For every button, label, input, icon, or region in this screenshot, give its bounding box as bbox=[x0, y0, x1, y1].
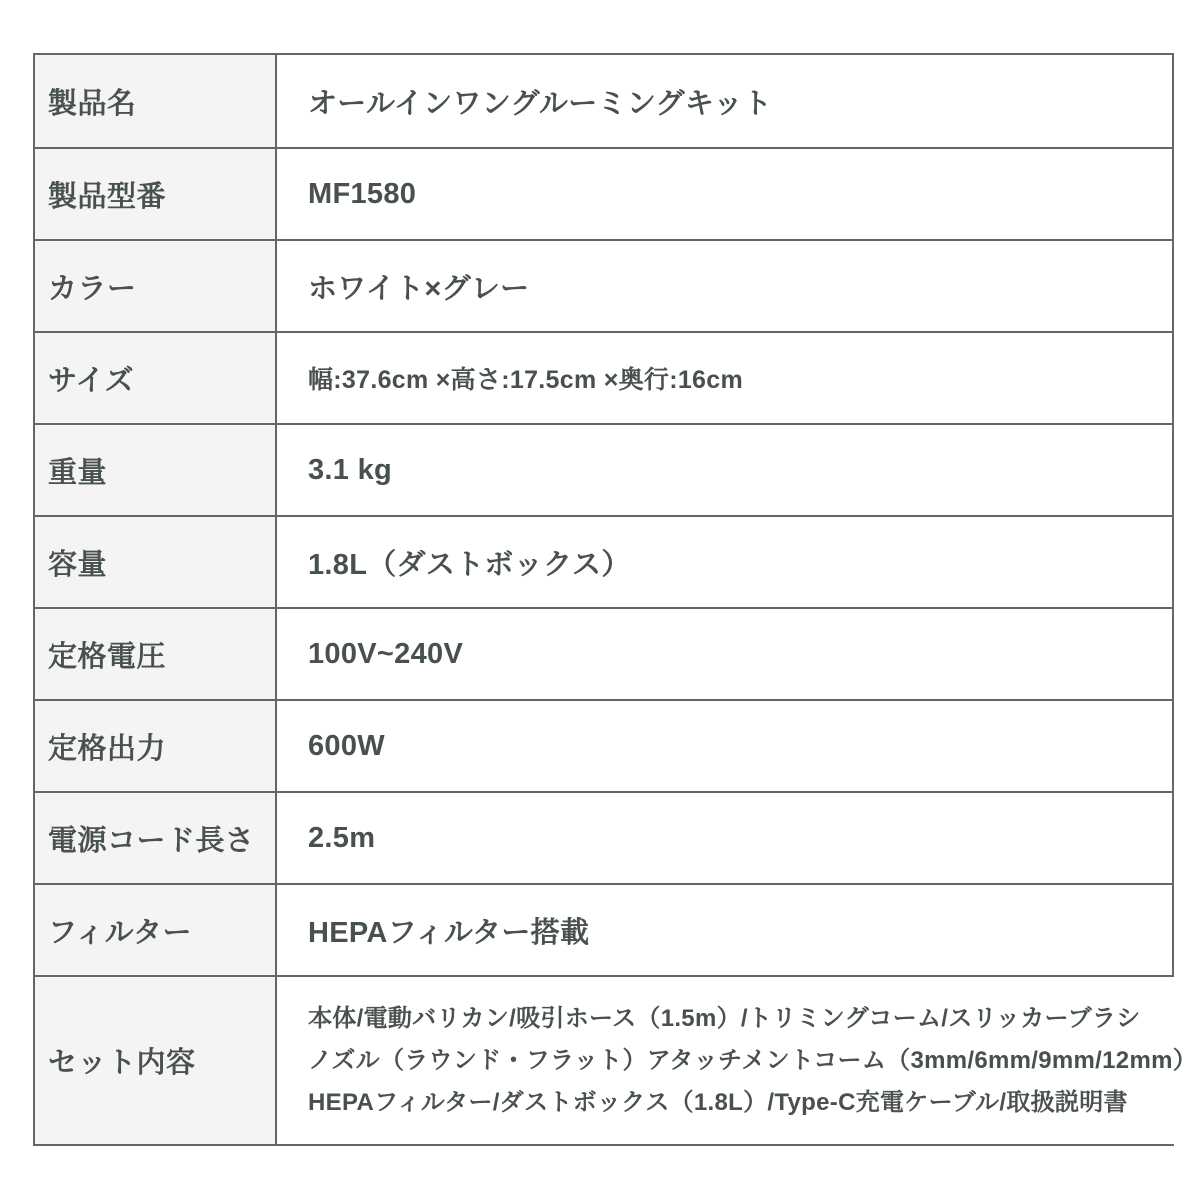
set-contents-line-2: ノズル（ラウンド・フラット）アタッチメントコーム（3mm/6mm/9mm/12mm） bbox=[308, 1046, 1198, 1074]
spec-value-size: 幅:37.6cm ×高さ:17.5cm ×奥行:16cm bbox=[277, 333, 1172, 423]
spec-label-rated-voltage: 定格電圧 bbox=[35, 609, 277, 699]
spec-value-model-number: MF1580 bbox=[277, 149, 1172, 239]
spec-value-capacity: 1.8L（ダストボックス） bbox=[277, 517, 1172, 607]
spec-row-capacity bbox=[35, 515, 1172, 607]
spec-value-set-contents bbox=[277, 977, 1197, 1144]
spec-label-color: カラー bbox=[35, 241, 277, 331]
spec-label-weight: 重量 bbox=[35, 425, 277, 515]
spec-row-rated-voltage bbox=[35, 607, 1172, 699]
spec-value-rated-output: 600W bbox=[277, 701, 1172, 791]
product-spec-table bbox=[33, 53, 1198, 1146]
spec-label-cord-length: 電源コード長さ bbox=[35, 793, 277, 883]
spec-value-weight: 3.1 kg bbox=[277, 425, 1172, 515]
spec-value-cord-length: 2.5m bbox=[277, 793, 1172, 883]
set-contents-line-3: HEPAフィルター/ダストボックス（1.8L）/Type-C充電ケーブル/取扱説明書 bbox=[308, 1088, 1128, 1116]
spec-label-set-contents: セット内容 bbox=[35, 977, 277, 1144]
spec-row-cord-length bbox=[35, 791, 1172, 883]
spec-row-weight bbox=[35, 423, 1172, 515]
spec-row-rated-output bbox=[35, 699, 1172, 791]
spec-row-model-number bbox=[35, 147, 1172, 239]
spec-row-color bbox=[35, 239, 1172, 331]
spec-row-filter bbox=[35, 883, 1172, 975]
set-contents-line-1: 本体/電動バリカン/吸引ホース（1.5m）/トリミングコーム/スリッカーブラシ bbox=[308, 1004, 1141, 1032]
spec-row-size bbox=[35, 331, 1172, 423]
spec-label-size: サイズ bbox=[35, 333, 277, 423]
spec-row-set-contents bbox=[35, 975, 1198, 1144]
spec-label-product-name: 製品名 bbox=[35, 55, 277, 147]
spec-label-rated-output: 定格出力 bbox=[35, 701, 277, 791]
spec-label-filter: フィルター bbox=[35, 885, 277, 975]
spec-label-model-number: 製品型番 bbox=[35, 149, 277, 239]
spec-value-color: ホワイト×グレー bbox=[277, 241, 1172, 331]
spec-value-rated-voltage: 100V~240V bbox=[277, 609, 1172, 699]
spec-value-product-name: オールインワングルーミングキット bbox=[277, 55, 1172, 147]
spec-row-product-name bbox=[35, 55, 1172, 147]
spec-label-capacity: 容量 bbox=[35, 517, 277, 607]
spec-value-filter: HEPAフィルター搭載 bbox=[277, 885, 1172, 975]
